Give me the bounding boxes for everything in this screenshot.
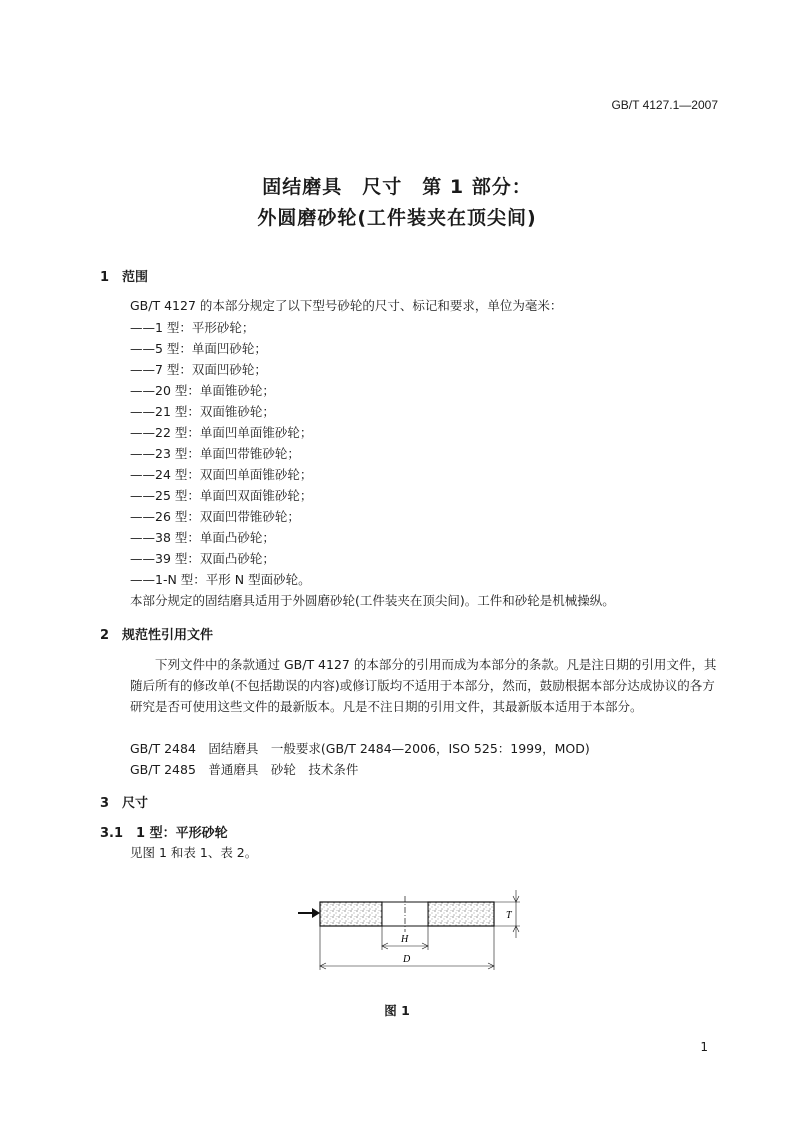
section-2-paragraph: 下列文件中的条款通过 GB/T 4127 的本部分的引用而成为本部分的条款。凡是注日期的引用文件，其随后所有的修改单(不包括勘误的内容)或修订版均不适用于本部分，然而，鼓励根据本部分达成协议的各方研究是否可使用这些文件的最新版本。凡是不注日期的引用文件，其最新版本适用于本部分。	[130, 657, 717, 714]
list-item: ——5 型：单面凹砂轮；	[130, 341, 267, 356]
dimension-label-D: D	[403, 954, 411, 965]
section-1-intro: GB/T 4127 的本部分规定了以下型号砂轮的尺寸、标记和要求，单位为毫米：	[130, 298, 563, 313]
section-1-note: 本部分规定的固结磨具适用于外圆磨砂轮(工件装夹在顶尖间)。工件和砂轮是机械操纵。	[130, 593, 615, 608]
list-item: ——20 型：单面锥砂轮；	[130, 383, 275, 398]
list-item: ——21 型：双面锥砂轮；	[130, 404, 275, 419]
list-item: ——7 型：双面凹砂轮；	[130, 362, 267, 377]
section-3-heading: 3 尺寸	[100, 796, 149, 811]
standard-number: GB/T 4127.1—2007	[611, 98, 718, 112]
list-item: ——1-N 型：平形 N 型面砂轮。	[130, 572, 311, 587]
list-item: ——22 型：单面凹单面锥砂轮；	[130, 425, 313, 440]
figure-caption: 图 1	[384, 1003, 410, 1018]
list-item: ——38 型：单面凸砂轮；	[130, 530, 275, 545]
subsection-3-1-heading: 3.1 1 型：平形砂轮	[100, 826, 228, 841]
page-number: 1	[700, 1040, 708, 1054]
dimension-label-T: T	[506, 910, 512, 921]
title-line-2: 外圆磨砂轮(工件装夹在顶尖间)	[257, 207, 537, 229]
section-1-heading: 1 范围	[100, 270, 149, 285]
list-item: ——26 型：双面凹带锥砂轮；	[130, 509, 300, 524]
section-2-heading: 2 规范性引用文件	[100, 628, 214, 643]
reference-item: GB/T 2485 普通磨具 砂轮 技术条件	[130, 762, 359, 777]
list-item: ——24 型：双面凹单面锥砂轮；	[130, 467, 313, 482]
list-item: ——25 型：单面凹双面锥砂轮；	[130, 488, 313, 503]
reference-item: GB/T 2484 固结磨具 一般要求(GB/T 2484—2006，ISO 525：1999，MOD)	[130, 741, 590, 756]
list-item: ——39 型：双面凸砂轮；	[130, 551, 275, 566]
list-item: ——23 型：单面凹带锥砂轮；	[130, 446, 300, 461]
list-item: ——1 型：平形砂轮；	[130, 320, 255, 335]
figure-1-wheel-diagram	[290, 880, 540, 975]
title-line-1: 固结磨具 尺寸 第 1 部分：	[262, 176, 532, 198]
subsection-3-1-text: 见图 1 和表 1、表 2。	[130, 845, 258, 860]
dimension-label-H: H	[401, 934, 409, 945]
